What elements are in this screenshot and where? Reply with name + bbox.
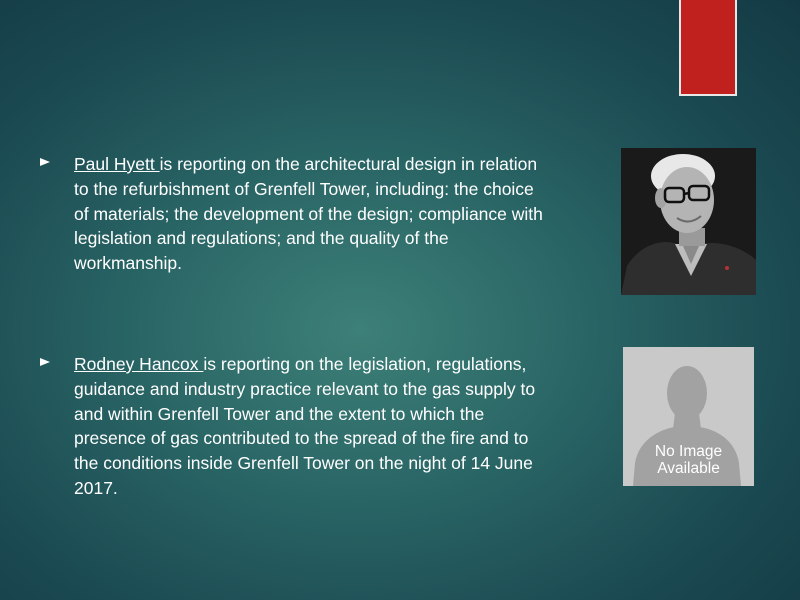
expert-name-link[interactable]: Paul Hyett — [74, 154, 160, 174]
bullet-text — [74, 352, 550, 501]
portrait-photo — [621, 148, 756, 295]
bullet-paul-hyett — [40, 152, 550, 276]
no-image-label — [623, 443, 754, 477]
expert-name-link[interactable]: Rodney Hancox — [74, 354, 204, 374]
no-image-line-2: Available — [657, 460, 720, 477]
bullet-description: is reporting on the architectural design in relation to the refurbishment of Grenfell Tower, including: the choice of materials; the development of the design; compliance with legislation and regulations; and the quality of the workmanship. — [74, 154, 543, 274]
bullet-text — [74, 152, 550, 276]
red-accent-bar — [679, 0, 737, 96]
no-image-placeholder — [623, 347, 754, 486]
bullet-arrow-icon — [40, 152, 74, 167]
bullet-description: is reporting on the legislation, regulations, guidance and industry practice relevant to the gas supply to and within Grenfell Tower and the extent to which the presence of gas contributed to the spread of the fire and to the conditions inside Grenfell Tower on the night of 14 June 2017. — [74, 354, 536, 498]
no-image-line-1: No Image — [654, 443, 723, 460]
bullet-rodney-hancox — [40, 352, 550, 501]
bullet-arrow-icon — [40, 352, 74, 367]
